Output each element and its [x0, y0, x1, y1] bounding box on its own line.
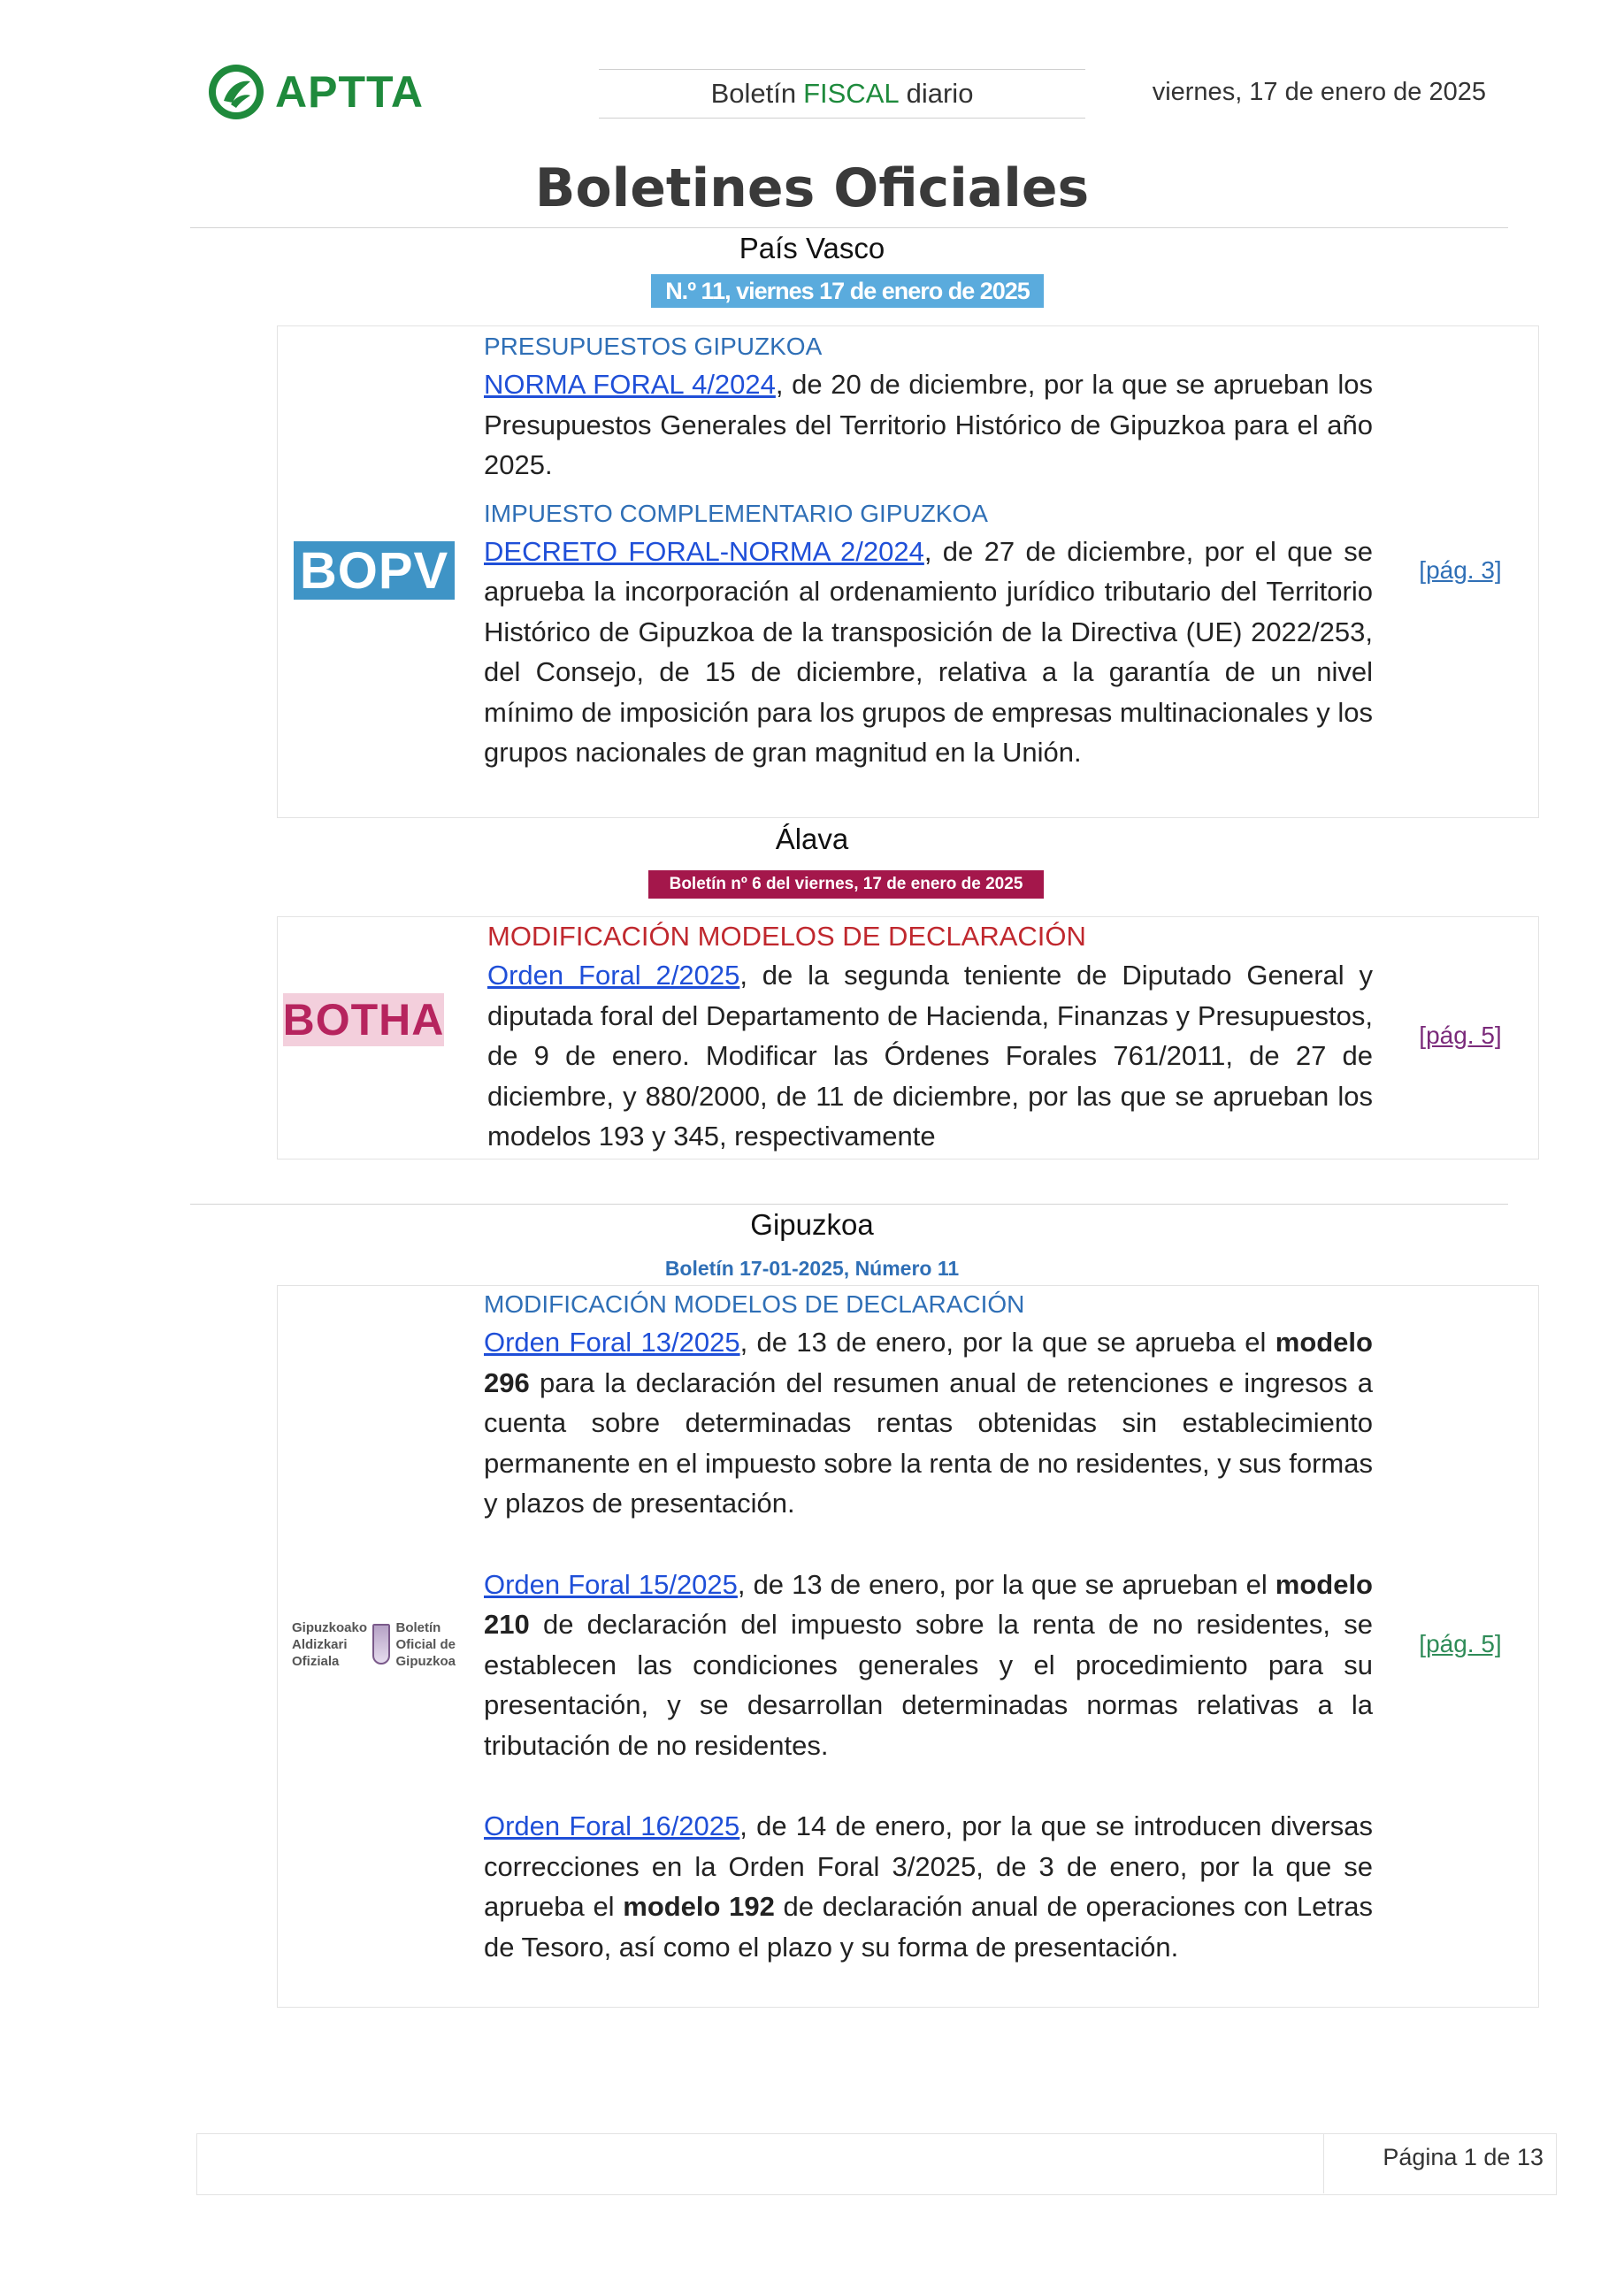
bopv-item-1 [484, 364, 1373, 486]
header-date: viernes, 17 de enero de 2025 [1152, 78, 1486, 106]
bog-logo [292, 1608, 456, 1680]
gipuzkoa-issue-badge: Boletín 17-01-2025, Número 11 [664, 1257, 960, 1280]
category-label: MODIFICACIÓN MODELOS DE DECLARACIÓN [487, 921, 1086, 952]
botha-item [487, 955, 1373, 1157]
bopv-content [484, 329, 1373, 773]
bulletin-name [599, 69, 1085, 119]
botha-issue-badge: Boletín nº 6 del viernes, 17 de enero de 2025 [648, 870, 1044, 899]
page-number: Página 1 de 13 [1383, 2144, 1544, 2170]
botha-logo: BOTHA [282, 995, 445, 1045]
category-label: MODIFICACIÓN MODELOS DE DECLARACIÓN [484, 1290, 1025, 1318]
item-text: , de la segunda teniente de Diputado General y diputada foral del Departamento de Hacienda, Finanzas y Presupuestos, de 9 de enero. Modificar las Órdenes Forales 761/2011, de 27 de diciembre, y 880/2000, de 11 de diciembre, por las que se aprueban los modelos 193 y 345, respectivamente [487, 960, 1373, 1152]
modelo-192: modelo 192 [623, 1891, 775, 1922]
logo-text: APTTA [275, 67, 424, 117]
gipuzkoa-content [484, 1287, 1373, 1967]
orden-foral-16-2025-link[interactable]: Orden Foral 16/2025 [484, 1810, 740, 1841]
coat-of-arms-icon [372, 1624, 390, 1665]
norma-foral-4-2024-link[interactable]: NORMA FORAL 4/2024 [484, 369, 776, 400]
bulletin-fiscal: FISCAL [803, 78, 900, 109]
section-title-gipuzkoa: Gipuzkoa [750, 1208, 874, 1241]
bopv-item-2 [484, 532, 1373, 773]
bopv-page-link[interactable]: [pág. 3] [1419, 556, 1502, 584]
bulletin-suffix: diario [906, 78, 974, 109]
botha-content [487, 918, 1373, 1157]
gipuzkoa-page-link[interactable]: [pág. 5] [1419, 1630, 1502, 1657]
aptta-emblem-icon [206, 62, 266, 122]
section-divider [190, 1204, 1508, 1205]
section-title-pais-vasco: País Vasco [739, 232, 885, 264]
bulletin-prefix: Boletín [710, 78, 797, 109]
item-text: , de 27 de diciembre, por el que se aprueba la incorporación al ordenamiento jurídico tributario del Territorio Histórico de Gipuzkoa de la transposición de la Directiva (UE) 2022/253, del Consejo, de 15 de diciembre, relativa a la garantía de un nivel mínimo de imposición para los grupos de empresas multinacionales y los grupos nacionales de gran magnitud en la Unión. [484, 535, 1373, 768]
orden-foral-13-2025-link[interactable]: Orden Foral 13/2025 [484, 1327, 740, 1358]
category-label: PRESUPUESTOS GIPUZKOA [484, 333, 823, 360]
gipuzkoa-item-1: Orden Foral 13/2025, de 13 de enero, por la que se aprueba el modelo 296 para la declaración del resumen anual de retenciones e ingresos a cuenta sobre determinadas rentas obtenidas sin establecimiento permanente en el impuesto sobre la renta de no residentes, y sus formas y plazos de presentación. [484, 1327, 1373, 1519]
page-title: Boletines Oficiales [534, 157, 1090, 219]
item-text: , de 20 de diciembre, por la que se aprueban los Presupuestos Generales del Territorio Histórico de Gipuzkoa para el año 2025. [484, 369, 1374, 480]
category-label: IMPUESTO COMPLEMENTARIO GIPUZKOA [484, 499, 988, 527]
orden-foral-15-2025-link[interactable]: Orden Foral 15/2025 [484, 1568, 738, 1600]
bopv-logo: BOPV [294, 541, 455, 600]
title-divider [190, 227, 1508, 228]
modelo-296: modelo 296 [484, 1327, 1373, 1398]
orden-foral-2-2025-link[interactable]: Orden Foral 2/2025 [487, 960, 740, 991]
bog-logo-spanish: Boletín Oficial de Gipuzkoa [395, 1619, 456, 1669]
botha-page-link[interactable]: [pág. 5] [1419, 1022, 1502, 1049]
bog-logo-basque: Gipuzkoako Aldizkari Ofiziala [292, 1619, 368, 1669]
decreto-foral-norma-2-2024-link[interactable]: DECRETO FORAL-NORMA 2/2024 [484, 535, 924, 567]
gipuzkoa-item-3: Orden Foral 16/2025, de 14 de enero, por la que se introducen diversas correcciones en la Orden Foral 3/2025, de 3 de enero, por la que se aprueba el modelo 192 de declaración anual de operaciones con Letras de Tesoro, así como el plazo y su forma de presentación. [484, 1810, 1373, 1963]
bopv-issue-badge: N.º 11, viernes 17 de enero de 2025 [651, 274, 1044, 308]
section-title-alava: Álava [775, 823, 849, 855]
gipuzkoa-item-2: Orden Foral 15/2025, de 13 de enero, por la que se aprueban el modelo 210 de declaración del impuesto sobre la renta de no residentes, se establecen las condiciones generales y el procedimiento para su presentación, y se desarrollan determinadas normas relativas a la tributación de no residentes. [484, 1568, 1373, 1761]
aptta-logo [206, 60, 454, 124]
modelo-210: modelo 210 [484, 1568, 1373, 1640]
footer-divider [1323, 2133, 1324, 2193]
